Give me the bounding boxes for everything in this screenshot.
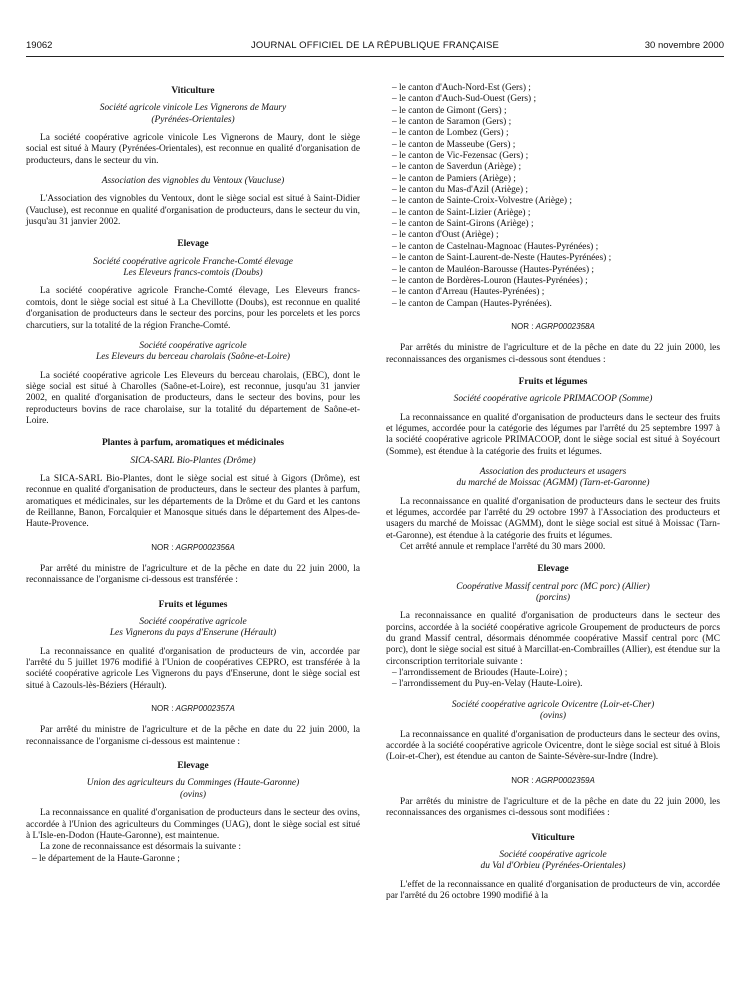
paragraph: La reconnaissance en qualité d'organisation de producteurs dans le secteur des fruits et légumes, accordée par l'arrêté du 29 octobre 1997 à l'Association des producteurs et usagers du marché de Moissac (AGMM), dont le siège social est situé à Moissac (Tarn-et-Garonne), est étendue à la catégorie des fruits et légumes. [386, 496, 720, 541]
section-heading: Elevage [537, 564, 569, 575]
canton-list-item: – le canton de Gimont (Gers) ; [392, 105, 507, 116]
paragraph: La zone de reconnaissance est désormais la suivante : [40, 842, 241, 853]
org-title: Société coopérative agricole Franche-Comté élevage [93, 256, 293, 267]
canton-list-item: – le canton de Saint-Laurent-de-Neste (Hautes-Pyrénées) ; [392, 253, 612, 264]
canton-list-item: – le canton de Saint-Lizier (Ariège) ; [392, 207, 531, 218]
canton-list-item: – le canton d'Auch-Sud-Ouest (Gers) ; [392, 94, 537, 105]
canton-list-item: – le canton de Saramon (Gers) ; [392, 117, 512, 128]
org-title: (ovins) [539, 711, 567, 722]
org-title: Union des agriculteurs du Comminges (Haute-Garonne) [86, 778, 300, 789]
org-title: Coopérative Massif central porc (MC porc) (Allier) [456, 581, 650, 592]
org-title: (Pyrénées-Orientales) [151, 114, 235, 125]
paragraph: La reconnaissance en qualité d'organisation de producteurs dans le secteur des ovins, accordée à la société coopérative agricole Ovicentre, dont le siège social est situé à Blois (Loir-et-Cher), est étendue au canton de Sainte-Sévère-sur-Indre (Indre). [386, 729, 720, 763]
canton-list-item: – le canton d'Auch-Nord-Est (Gers) ; [392, 83, 531, 93]
org-title: Société coopérative agricole [139, 340, 247, 351]
section-heading: Fruits et légumes [158, 599, 228, 610]
paragraph: Par arrêté du ministre de l'agriculture et de la pêche en date du 22 juin 2000, la reconnaissance de l'organisme ci-dessous est maintenue : [26, 725, 360, 747]
paragraph: Par arrêtés du ministre de l'agriculture et de la pêche en date du 22 juin 2000, les reconnaissances des organismes ci-dessous sont étendues : [386, 343, 720, 365]
canton-list-item: – le canton de Masseube (Gers) ; [392, 139, 516, 150]
canton-list-item: – le canton de Castelnau-Magnoac (Hautes-Pyrénées) ; [392, 241, 599, 252]
section-heading: Viticulture [171, 86, 215, 96]
paragraph: La reconnaissance en qualité d'organisation de producteurs dans le secteur des fruits et légumes, accordée pour la catégorie des légumes par l'arrêté du 25 septembre 1997 à la société coopérative agricole PRIMACOOP, dont le siège social est situé à Soyécourt (Somme), est étendue à la catégorie des fruits et légumes. [386, 412, 720, 457]
section-heading: Fruits et légumes [518, 376, 588, 387]
org-title: Association des producteurs et usagers [479, 466, 627, 477]
org-title: (ovins) [179, 789, 207, 800]
paragraph: L'Association des vignobles du Ventoux, dont le siège social est situé à Saint-Didier (Vaucluse), est reconnue en qualité d'organisation de producteurs, dans le secteur du vin, jusqu'au 31 janvier 2002. [26, 194, 360, 228]
journal-title: JOURNAL OFFICIEL DE LA RÉPUBLIQUE FRANÇAISE [250, 40, 500, 51]
canton-list-item: – le canton de Saint-Girons (Ariège) ; [392, 219, 534, 230]
paragraph: Cet arrêté annule et remplace l'arrêté du 30 mars 2000. [400, 542, 606, 553]
section-heading: Plantes à parfum, aromatiques et médicinales [101, 438, 285, 449]
canton-list-item: – le canton de Saverdun (Ariège) ; [392, 162, 522, 173]
canton-list-item: – le canton de Lombez (Gers) ; [392, 128, 509, 139]
paragraph: La société coopérative agricole vinicole Les Vignerons de Maury, dont le siège social est situé à Maury (Pyrénées-Orientales), est reconnue en qualité d'organisation de producteurs, dans le secteur du vin. [26, 133, 360, 166]
paragraph: Par arrêtés du ministre de l'agriculture et de la pêche en date du 22 juin 2000, les reconnaissances des organismes ci-dessous sont modifiées : [386, 796, 720, 819]
paragraph: La société coopérative agricole Les Eleveurs du berceau charolais, (EBC), dont le siège social est situé à Charolles (Saône-et-Loire), est reconnue, jusqu'au 31 janvier 2002, en qualité d'organisation de producteurs, dans le secteur des bovins, pour les reproducteurs bovins de race charolaise, sur la totalité du département de Saône-et-Loire. [26, 370, 360, 426]
page-header [26, 40, 724, 54]
org-title: Association des vignobles du Ventoux (Vaucluse) [101, 176, 285, 187]
nor-reference: NOR : AGRP0002356A [151, 542, 235, 552]
left-column [26, 86, 360, 865]
org-title: (porcins) [535, 593, 571, 604]
canton-list-item: – le canton de Bordères-Louron (Hautes-Pyrénées) ; [392, 275, 588, 286]
canton-list [386, 83, 720, 310]
canton-list-item: – le canton de Pamiers (Ariège) ; [392, 173, 516, 184]
org-title: Société coopérative agricole PRIMACOOP (Somme) [453, 394, 653, 405]
nor-reference: NOR : AGRP0002358A [511, 321, 595, 331]
org-title: Les Vignerons du pays d'Enserune (Hérault) [109, 628, 277, 639]
paragraph: Par arrêté du ministre de l'agriculture et de la pêche en date du 22 juin 2000, la reconnaissance de l'organisme ci-dessous est transférée : [26, 564, 360, 586]
org-title: Société agricole vinicole Les Vignerons de Maury [99, 103, 287, 114]
org-title: Société coopérative agricole Ovicentre (Loir-et-Cher) [451, 699, 655, 710]
paragraph: L'effet de la reconnaissance en qualité d'organisation de producteurs de vin, accordée par l'arrêté du 26 octobre 1990 modifié à la [386, 879, 720, 901]
issue-date: 30 novembre 2000 [644, 40, 724, 51]
paragraph: La SICA-SARL Bio-Plantes, dont le siège social est situé à Gigors (Drôme), est reconnue en qualité d'organisation de producteurs, dans le secteur des plantes à parfum, aromatiques et médicinales, sur les départements de la Drôme et du Gard et les cantons de Reillanne, Banon, Forcalquier et Manosque situés dans le département des Alpes-de-Haute-Provence. [26, 473, 360, 530]
paragraph: La reconnaissance en qualité d'organisation de producteurs dans le secteur des ovins, accordée à l'Union des agriculteurs du Comminges (UAG), dont le siège social est situé à L'Isle-en-Dodon (Haute-Garonne), est maintenue. [26, 808, 360, 841]
nor-reference: NOR : AGRP0002359A [511, 775, 595, 785]
page-number: 19062 [26, 40, 53, 51]
org-title: Les Eleveurs du berceau charolais (Saône-et-Loire) [96, 352, 290, 363]
paragraph: La reconnaissance en qualité d'organisation de producteurs de vin, accordée par l'arrêté du 5 juillet 1976 modifié à l'Union de coopératives CEPRO, est transférée à la société coopérative agricole Les Vignerons du pays d'Enserune, dont le siège social est situé à Cazouls-lès-Béziers (Hérault). [26, 646, 360, 691]
org-title: du marché de Moissac (AGMM) (Tarn-et-Garonne) [456, 478, 650, 489]
section-heading: Viticulture [531, 832, 575, 843]
canton-list-item: – le canton de Campan (Hautes-Pyrénées). [392, 298, 552, 309]
org-title: du Val d'Orbieu (Pyrénées-Orientales) [480, 861, 626, 872]
canton-list-item: – le canton d'Arreau (Hautes-Pyrénées) ; [392, 287, 545, 298]
paragraph: La société coopérative agricole Franche-Comté élevage, Les Eleveurs francs-comtois, dont le siège social est situé à La Chevillotte (Doubs), est reconnue en qualité d'organisation de producteurs dans le secteur des porcins, pour les porcelets et les porcs charcutiers, sur la totalité de la région Franche-Comté. [26, 286, 360, 331]
nor-reference: NOR : AGRP0002357A [151, 704, 235, 714]
canton-list-item: – le canton de Sainte-Croix-Volvestre (Ariège) ; [392, 196, 572, 207]
right-column [386, 83, 720, 902]
section-heading: Elevage [177, 239, 209, 250]
canton-list-item: – le canton du Mas-d'Azil (Ariège) ; [392, 185, 529, 196]
section-heading: Elevage [177, 761, 209, 772]
org-title: Société coopérative agricole [139, 617, 247, 628]
org-title: Les Eleveurs francs-comtois (Doubs) [123, 268, 263, 279]
org-title: SICA-SARL Bio-Plantes (Drôme) [130, 455, 256, 466]
list-item: – l'arrondissement de Brioudes (Haute-Loire) ; [392, 668, 568, 679]
list-item: – l'arrondissement du Puy-en-Velay (Haute-Loire). [392, 679, 583, 690]
header-rule [26, 56, 724, 57]
paragraph: La reconnaissance en qualité d'organisation de producteurs dans le secteur des porcins, accordée à la société coopérative agricole Groupement de producteurs de porcs du grand Massif central, désormais dénommée coopérative Massif central porc (MC porc), dont le siège social est situé à Marcillat-en-Combrailles (Allier), est étendue sur la circonscription territoriale suivante : [386, 611, 720, 667]
canton-list-item: – le canton d'Oust (Ariège) ; [392, 230, 499, 241]
canton-list-item: – le canton de Vic-Fezensac (Gers) ; [392, 151, 529, 162]
org-title: Société coopérative agricole [499, 849, 607, 860]
canton-list-item: – le canton de Mauléon-Barousse (Hautes-Pyrénées) ; [392, 264, 595, 275]
list-item: – le département de la Haute-Garonne ; [32, 853, 180, 864]
